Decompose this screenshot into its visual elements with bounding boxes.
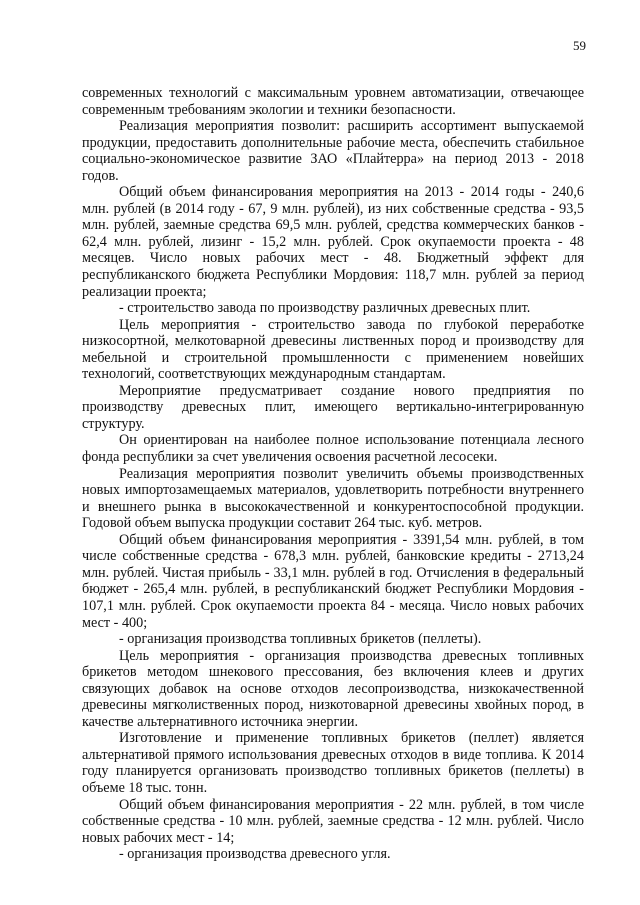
document-body [82, 85, 584, 863]
paragraph: Реализация мероприятия позволит увеличить объемы производственных новых импортозамещаемых материалов, удовлетворить потребности внутреннего и внешнего рынка в высококачественной и конкурентоспособной продукции. Годовой объем выпуска продукции составит 264 тыс. куб. метров. [82, 465, 584, 532]
paragraph: - организация производства топливных брикетов (пеллеты). [119, 631, 482, 648]
paragraph: - строительство завода по производству различных древесных плит. [119, 300, 531, 317]
paragraph: - организация производства древесного угля. [119, 846, 391, 863]
paragraph: Реализация мероприятия позволит: расширить ассортимент выпускаемой продукции, предоставить дополнительные рабочие места, обеспечить стабильное социально-экономическое развитие ЗАО «Плайтерра» на период 2013 - 2018 годов. [82, 118, 584, 184]
paragraph: Общий объем финансирования мероприятия - 22 млн. рублей, в том числе собственные средства - 10 млн. рублей, заемные средства - 12 млн. рублей. Число новых рабочих мест - 14; [82, 796, 584, 846]
paragraph: современных технологий с максимальным уровнем автоматизации, отвечающее современным требованиям экологии и техники безопасности. [82, 85, 584, 118]
page-number: 59 [573, 38, 586, 53]
paragraph: Он ориентирован на наиболее полное использование потенциала лесного фонда республики за счет увеличения освоения расчетной лесосеки. [82, 432, 584, 466]
paragraph: Общий объем финансирования мероприятия на 2013 - 2014 годы - 240,6 млн. рублей (в 2014 году - 67, 9 млн. рублей), из них собственные средства - 93,5 млн. рублей, заемные средства 69,5 млн. рублей, средства коммерческих банков - 62,4 млн. рублей, лизинг - 15,2 млн. рублей. Срок окупаемости проекта - 48 месяцев. Число новых рабочих мест - 48. Бюджетный эффект для республиканского бюджета Республики Мордовия: 118,7 млн. рублей за период реализации проекта; [82, 184, 584, 300]
paragraph: Цель мероприятия - строительство завода по глубокой переработке низкосортной, мелкотоварной древесины лиственных пород и производству для мебельной и строительной промышленности с применением новейших технологий, соответствующих международным стандартам. [82, 316, 584, 383]
paragraph: Общий объем финансирования мероприятия - 3391,54 млн. рублей, в том числе собственные средства - 678,3 млн. рублей, банковские кредиты - 2713,24 млн. рублей. Чистая прибыль - 33,1 млн. рублей в год. Отчисления в федеральный бюджет - 265,4 млн. рублей, в республиканский бюджет Республики Мордовия - 107,1 млн. рублей. Срок окупаемости проекта 84 - месяца. Число новых рабочих мест - 400; [82, 531, 584, 631]
paragraph: Изготовление и применение топливных брикетов (пеллет) является альтернативой прямого использования древесных отходов в виде топлива. К 2014 году планируется организовать производство топливных брикетов (пеллеты) в объеме 18 тыс. тонн. [82, 730, 584, 796]
paragraph: Цель мероприятия - организация производства древесных топливных брикетов методом шнекового прессования, без включения клеев и других связующих добавок на основе отходов лесопроизводства, низкокачественной древесины мягколиственных пород, низкотоварной древесины хвойных пород, в качестве альтернативного источника энергии. [82, 647, 584, 730]
paragraph: Мероприятие предусматривает создание нового предприятия по производству древесных плит, имеющего вертикально-интегрированную структуру. [82, 382, 584, 432]
